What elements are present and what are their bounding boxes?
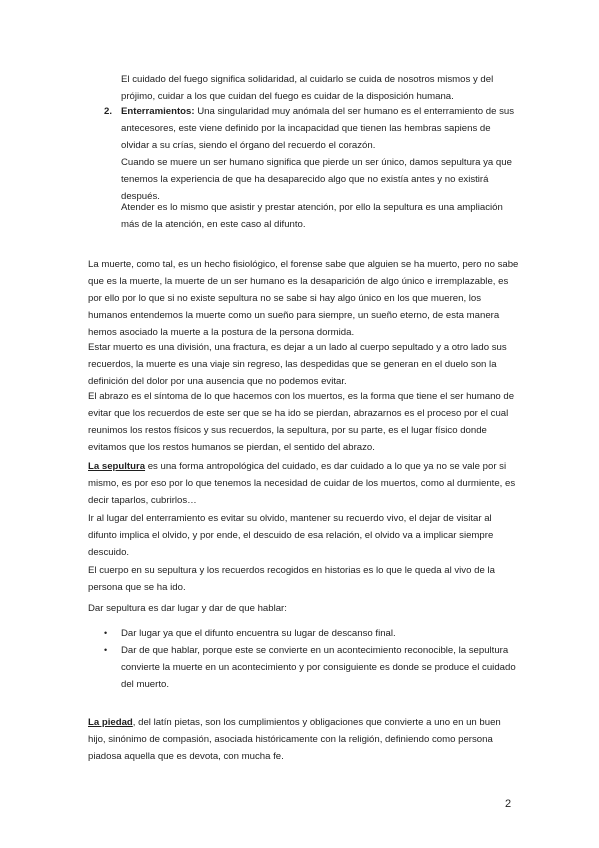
item-enterramientos-term: Enterramientos: xyxy=(121,106,195,117)
bullet-marker-2: • xyxy=(104,645,108,655)
paragraph-muerte: La muerte, como tal, es un hecho fisiológico, el forense sabe que alguien se ha muerto, pero no sabe que es la muerte, la muerte de un ser humano es la desaparición de algo único e irremplazable, es por ello por lo que si no existe sepultura no se sabe si hay algo único en los que mueren, los humanos entendemos la muerte como un sueño para siempre, un sueño eterno, de esta manera hemos asociado la muerte a la postura de la persona dormida. xyxy=(88,259,519,338)
bullet-item-dar-lugar: Dar lugar ya que el difunto encuentra su lugar de descanso final. xyxy=(121,628,396,639)
paragraph-piedad xyxy=(88,714,521,765)
paragraph-sepultura-text: es una forma antropológica del cuidado, es dar cuidado a lo que ya no se vale por si mismo, es por eso por lo que tenemos la necesidad de cuidar de los muertos, como al durmiente, es decir taparlos, cubrirlos… xyxy=(88,461,516,506)
term-piedad: La piedad xyxy=(88,717,133,728)
paragraph-cuerpo: El cuerpo en su sepultura y los recuerdos recogidos en historias es lo que le queda al vivo de la persona que se ha ido. xyxy=(88,565,495,593)
item-enterramientos xyxy=(121,103,521,154)
paragraph-estar-muerto: Estar muerto es una división, una fractura, es dejar a un lado al cuerpo sepultado y a otro lado sus recuerdos, la muerte es una viaje sin regreso, las despedidas que se generan en el duelo son la definición del dolor por una ausencia que no podemos evitar. xyxy=(88,342,507,387)
paragraph-dar-sepultura: Dar sepultura es dar lugar y dar de que hablar: xyxy=(88,603,287,614)
page-number: 2 xyxy=(505,798,512,810)
item-enterramientos-text: Una singularidad muy anómala del ser humano es el enterramiento de sus antecesores, este viene definido por la incapacidad que tienen las hembras sapiens de olvidar a su crías, siendo el órgano del recuerdo el corazón. xyxy=(121,106,515,151)
list-number-2: 2. xyxy=(104,106,113,117)
intro-line-2: prójimo, cuidar a los que cuidan del fuego es cuidar de la disposición humana. xyxy=(121,91,454,102)
paragraph-piedad-text: , del latín pietas, son los cumplimientos y obligaciones que convierte a uno en un buen hijo, sinónimo de compasión, asociada históricamente con la religión, definiendo como persona piadosa aquella que es devota, con mucha fe. xyxy=(88,717,501,762)
paragraph-sepultura xyxy=(88,458,521,509)
intro-line-1: El cuidado del fuego significa solidaridad, al cuidarlo se cuida de nosotros mismos y del xyxy=(121,74,494,85)
item-enterramientos-para-2: Cuando se muere un ser humano significa que pierde un ser único, damos sepultura ya que tenemos la experiencia de que ha desaparecido algo que no existía antes y no existirá después. xyxy=(121,157,512,202)
bullet-item-dar-que-hablar: Dar de que hablar, porque este se convierte en un acontecimiento reconocible, la sepultura convierte la muerte en un acontecimiento y por consiguiente es donde se produce el cuidado del muerto. xyxy=(121,645,516,690)
paragraph-lugar-enterramiento: Ir al lugar del enterramiento es evitar su olvido, mantener su recuerdo vivo, el dejar de visitar al difunto implica el olvido, y por ende, el descuido de esa relación, el olvido va a implicar siempre descuido. xyxy=(88,513,494,558)
item-enterramientos-para-3: Atender es lo mismo que asistir y prestar atención, por ello la sepultura es una ampliación más de la atención, en este caso al difunto. xyxy=(121,202,503,230)
paragraph-abrazo: El abrazo es el síntoma de lo que hacemos con los muertos, es la forma que tiene el ser humano de evitar que los recuerdos de este ser que se ha ido se pierdan, abrazarnos es el proceso por el cual reunimos los restos físicos y sus recuerdos, la sepultura, por su parte, es el lugar físico donde evitamos que los restos humanos se pierdan, el sentido del abrazo. xyxy=(88,391,515,453)
bullet-marker-1: • xyxy=(104,628,108,638)
term-sepultura: La sepultura xyxy=(88,461,146,472)
